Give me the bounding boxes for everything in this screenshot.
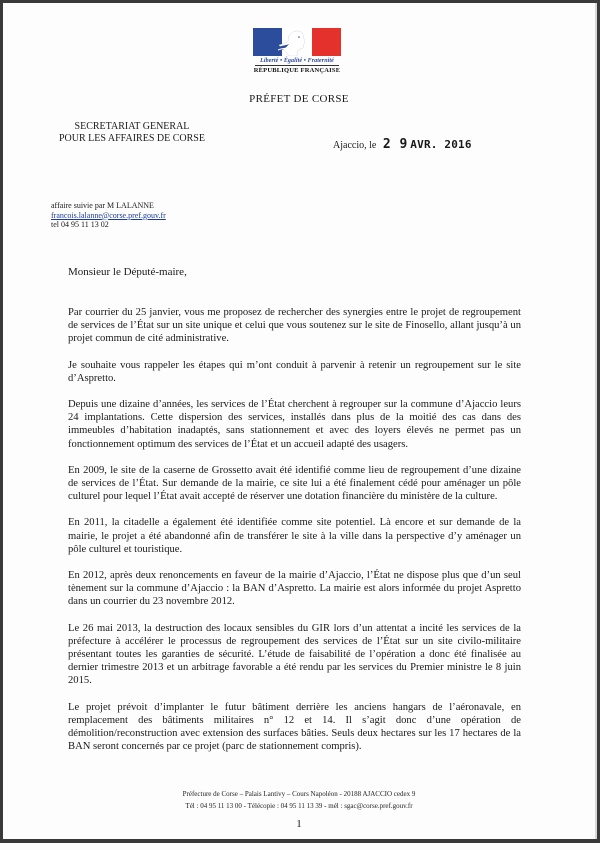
department-line-2: POUR LES AFFAIRES DE CORSE	[59, 133, 205, 144]
republic-name: RÉPUBLIQUE FRANÇAISE	[253, 67, 341, 74]
salutation: Monsieur le Député-maire,	[68, 266, 187, 278]
paragraph: Depuis une dizaine d’années, les services de l’État cherchent à regrouper sur la commune d’Ajaccio leurs 24 implantations. Cette dispersion des services, installés dans plus de la moitié des cas dans des immeubles d’habitation inadaptés, sans stationnement et avec des loyers élevés ne permet pas un fonctionnement optimum des services de l’État et un accueil adapté des usagers.	[68, 399, 521, 450]
marianne-logo-icon	[253, 28, 341, 56]
logo-divider	[255, 65, 339, 66]
paragraph: Le projet prévoit d’implanter le futur bâtiment derrière les anciens hangars de l’aéronavale, en remplacement des bâtiments militaires n° 12 et 14. Il s’agit donc d’une opération de démolition/reconstruction avec extension des surfaces bâties. Seuls deux hectares sur les 17 hectares de la BAN seront concernés par ce projet (parc de stationnement compris).	[68, 701, 521, 753]
date-stamp-month-year: AVR. 2016	[410, 138, 472, 151]
footer-contacts: Tél : 04 95 11 13 00 - Télécopie : 04 95 11 13 39 - mél : sgac@corse.pref.gouv.fr	[185, 802, 413, 810]
page-number: 1	[296, 818, 302, 830]
letter-page	[3, 3, 597, 839]
letter-date	[333, 137, 472, 152]
paragraph: En 2011, la citadelle a également été identifiée comme site potentiel. Là encore et sur demande de la mairie, le projet a été abandonné afin de transférer le site à la ville dans la perspective d’y aménager un pôle culturel et touristique.	[68, 517, 521, 555]
marianne-profile-icon	[275, 28, 319, 56]
contact-email-link[interactable]: francois.lalanne@corse.pref.gouv.fr	[51, 210, 166, 220]
page-footer	[3, 788, 595, 812]
letter-body	[68, 306, 521, 766]
republic-logo	[251, 28, 343, 74]
date-stamp-day: 2 9	[382, 137, 408, 152]
letterhead-title: PRÉFET DE CORSE	[249, 93, 349, 105]
footer-address: Préfecture de Corse – Palais Lantivy – Cours Napoléon - 20188 AJACCIO cedex 9	[182, 790, 416, 798]
followed-by: affaire suivie par M LALANNE	[51, 201, 154, 210]
date-prefix: Ajaccio, le	[333, 140, 377, 151]
republic-motto: Liberté • Égalité • Fraternité	[260, 58, 334, 64]
contact-phone: tel 04 95 11 13 02	[51, 220, 109, 229]
paragraph: En 2009, le site de la caserne de Grossetto avait été identifié comme lieu de regroupement d’une dizaine de services de l’État. Sur demande de la mairie, ce site lui a été finalement cédé pour aménager un pôle culturel pour lequel l’État avait accepté de réserver une dotation financière du ministère de la culture.	[68, 464, 521, 503]
department-block	[59, 121, 205, 145]
paragraph: Par courrier du 25 janvier, vous me proposez de rechercher des synergies entre le projet de regroupement de services de l’État sur un site unique et celui que vous soutenez sur le site de Finosello, allant jusqu’à un projet commun de cité administrative.	[68, 307, 521, 345]
paragraph: Le 26 mai 2013, la destruction des locaux sensibles du GIR lors d’un attentat a incité les services de la préfecture à accélérer le processus de regroupement des services de l’État sur un site civilo-militaire présentant toutes les garanties de sécurité. L’étude de faisabilité de l’opération a donc été finalisée au dernier trimestre 2013 et un arbitrage favorable a été rendu par les services du Premier ministre le 8 juin 2015.	[68, 622, 521, 687]
department-line-1: SECRETARIAT GENERAL	[74, 121, 190, 132]
paragraph: Je souhaite vous rappeler les étapes qui m’ont conduit à parvenir à retenir un regroupement sur le site d’Aspretto.	[68, 359, 521, 384]
paragraph: En 2012, après deux renoncements en faveur de la mairie d’Ajaccio, l’État ne dispose plus que d’un seul tènement sur la commune d’Ajaccio : la BAN d’Aspretto. La mairie est alors informée du projet Aspretto dans un courrier du 23 novembre 2012.	[68, 570, 521, 608]
contact-block	[51, 201, 166, 230]
